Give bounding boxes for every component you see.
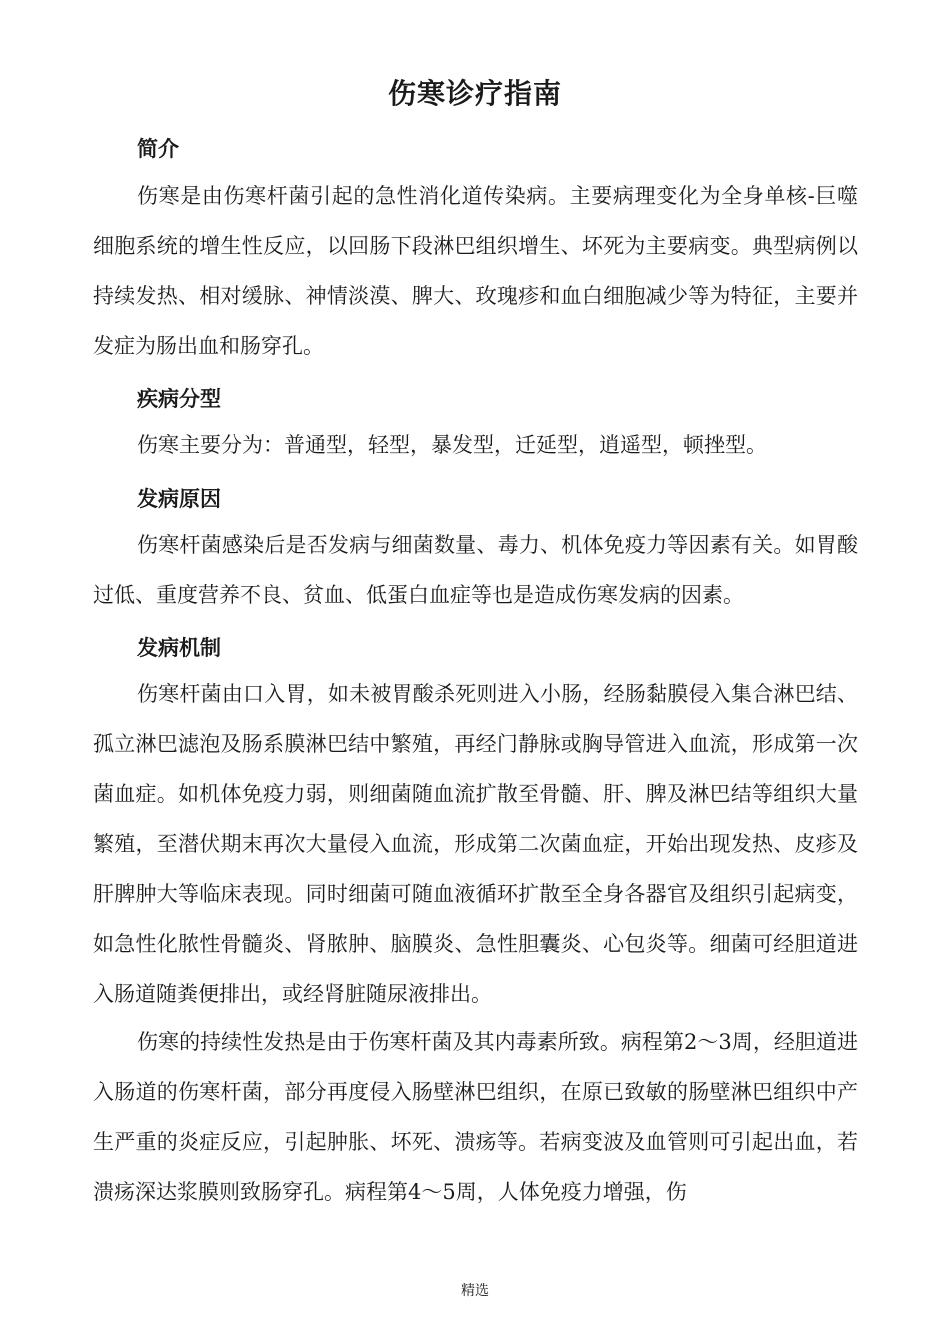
- paragraph-mechanism-2: 伤寒的持续性发热是由于伤寒杆菌及其内毒素所致。病程第2～3周，经胆道进入肠道的伤寒杆菌，部分再度侵入肠壁淋巴组织，在原已致敏的肠壁淋巴组织中产生严重的炎症反应，引起肿胀、坏死、溃疡等。若病变波及血管则可引起出血，若溃疡深达浆膜则致肠穿孔。病程第4～5周，人体免疫力增强，伤: [93, 1030, 858, 1204]
- paragraph-causes: 伤寒杆菌感染后是否发病与细菌数量、毒力、机体免疫力等因素有关。如胃酸过低、重度营养不良、贫血、低蛋白血症等也是造成伤寒发病的因素。: [93, 533, 858, 607]
- section-heading-intro: 简介: [137, 137, 179, 161]
- section-heading-mechanism: 发病机制: [137, 636, 221, 660]
- document-title: 伤寒诊疗指南: [387, 77, 562, 110]
- paragraph-mechanism-1: 伤寒杆菌由口入胃，如未被胃酸杀死则进入小肠，经肠黏膜侵入集合淋巴结、孤立淋巴滤泡及肠系膜淋巴结中繁殖，再经门静脉或胸导管进入血流，形成第一次菌血症。如机体免疫力弱，则细菌随血流扩散至骨髓、肝、脾及淋巴结等组织大量繁殖，至潜伏期末再次大量侵入血流，形成第二次菌血症，开始出现发热、皮疹及肝脾肿大等临床表现。同时细菌可随血液循环扩散至全身各器官及组织引起病变，如急性化脓性骨髓炎、肾脓肿、脑膜炎、急性胆囊炎、心包炎等。细菌可经胆道进入肠道随粪便排出，或经肾脏随尿液排出。: [93, 682, 858, 1006]
- paragraph-classification: 伤寒主要分为：普通型，轻型，暴发型，迁延型，逍遥型，顿挫型。: [137, 433, 767, 457]
- page-footer: 精选: [461, 1283, 489, 1299]
- section-heading-causes: 发病原因: [137, 487, 221, 511]
- section-heading-classification: 疾病分型: [137, 387, 221, 411]
- paragraph-intro: 伤寒是由伤寒杆菌引起的急性消化道传染病。主要病理变化为全身单核-巨噬细胞系统的增生性反应，以回肠下段淋巴组织增生、坏死为主要病变。典型病例以持续发热、相对缓脉、神情淡漠、脾大、玫瑰疹和血白细胞减少等为特征，主要并发症为肠出血和肠穿孔。: [93, 184, 858, 358]
